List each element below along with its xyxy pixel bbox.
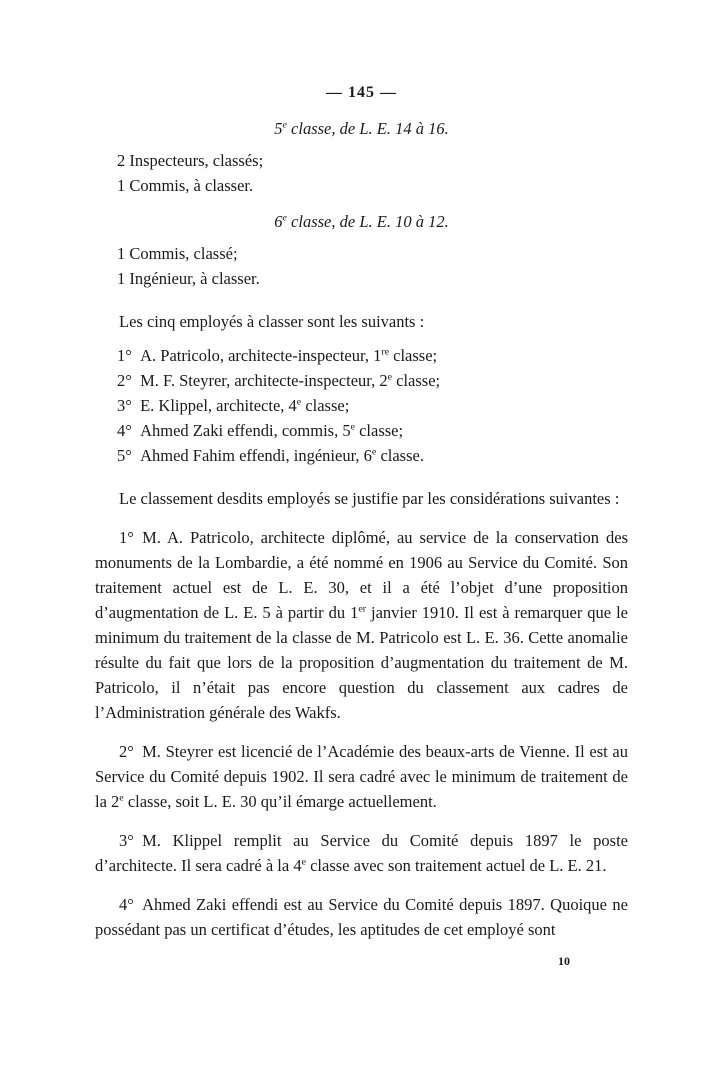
- signature-mark: 10: [558, 954, 570, 968]
- list-item: 1 Ingénieur, à classer.: [117, 269, 260, 288]
- page-number: — 145 —: [326, 84, 397, 101]
- list-item: 2 Inspecteurs, classés;: [117, 151, 264, 170]
- list-item: 1 Commis, classé;: [117, 244, 238, 263]
- paragraph-klippel: 3° M. Klippel remplit au Service du Comité depuis 1897 le poste d’architecte. Il sera cadré à la 4e classe avec son traitement actuel de L. E. 21.: [95, 831, 628, 875]
- intro-line: Les cinq employés à classer sont les suivants :: [119, 312, 425, 331]
- employee-list-item: 1° A. Patricolo, architecte-inspecteur, 1re classe;: [117, 346, 438, 365]
- paragraph-steyrer: 2° M. Steyrer est licencié de l’Académie des beaux-arts de Vienne. Il est au Service du Comité depuis 1902. Il sera cadré avec le minimum de traitement de la 2e classe, soit L. E. 30 qu’il émarge actuellement.: [95, 742, 628, 811]
- employee-list-item: 2° M. F. Steyrer, architecte-inspecteur, 2e classe;: [117, 371, 441, 390]
- justification-intro: Le classement desdits employés se justifie par les considérations suivantes :: [119, 489, 620, 508]
- employee-list-item: 3° E. Klippel, architecte, 4e classe;: [117, 396, 350, 415]
- section-heading-5e-classe: 5e classe, de L. E. 14 à 16.: [274, 119, 449, 138]
- list-5e-classe: [95, 148, 628, 198]
- employee-list: [95, 343, 628, 468]
- employee-list-item: 5° Ahmed Fahim effendi, ingénieur, 6e classe.: [117, 446, 424, 465]
- section-heading-6e-classe: 6e classe, de L. E. 10 à 12.: [274, 212, 449, 231]
- list-6e-classe: [95, 241, 628, 291]
- list-item: 1 Commis, à classer.: [117, 176, 254, 195]
- paragraph-zaki: 4° Ahmed Zaki effendi est au Service du Comité depuis 1897. Quoique ne possédant pas un certificat d’études, les aptitudes de cet employé sont: [95, 895, 628, 939]
- paragraph-patricolo: 1° M. A. Patricolo, architecte diplômé, au service de la conservation des monuments de la Lombardie, a été nommé en 1906 au Service du Comité. Son traitement actuel est de L. E. 30, et il a été l’objet d’une proposition d’augmentation de L. E. 5 à partir du 1er janvier 1910. Il est à remarquer que le minimum du traitement de la classe de M. Patricolo est L. E. 36. Cette anomalie résulte du fait que lors de la proposition d’augmentation du traitement de M. Patricolo, il n’était pas encore question du classement aux cadres de l’Administration générale des Wakfs.: [95, 528, 629, 722]
- employee-list-item: 4° Ahmed Zaki effendi, commis, 5e classe;: [117, 421, 404, 440]
